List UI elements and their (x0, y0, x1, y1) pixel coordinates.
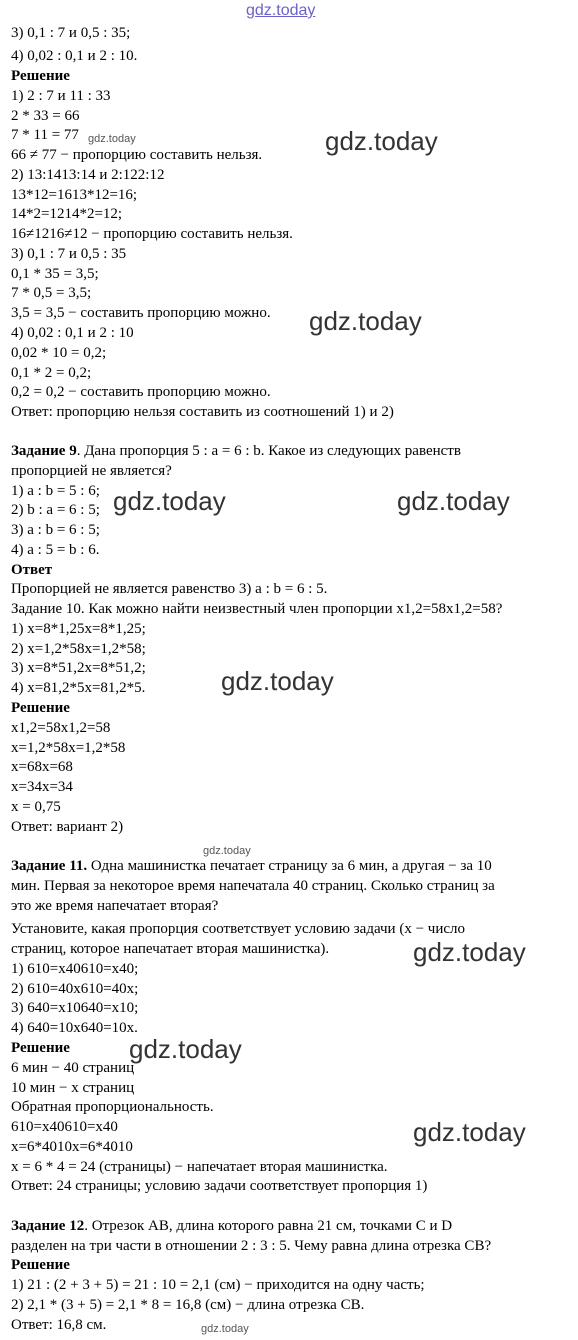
text-line: 3) 640=x10640=x10; (11, 1000, 139, 1016)
text-line: 4) x=81,2*5x=81,2*5. (11, 680, 146, 696)
section-heading: Решение (11, 1040, 70, 1056)
text-line: x=6*4010x=6*4010 (11, 1139, 133, 1155)
text-line: 7 * 11 = 77 (11, 127, 79, 143)
watermark: gdz.today (413, 1117, 526, 1147)
task-11-statement: Задание 11. Одна машинистка печатает страницу за 6 мин, а другая − за 10 (11, 858, 492, 874)
text-line: Ответ: вариант 2) (11, 819, 124, 835)
text-line: 1) 610=x40610=x40; (11, 961, 139, 977)
section-heading: Решение (11, 700, 70, 716)
watermark-top: gdz.today (246, 2, 316, 19)
section-heading: Решение (11, 1257, 70, 1273)
text-line: 2) b : a = 6 : 5; (11, 502, 100, 518)
text-line: x = 6 * 4 = 24 (страницы) − напечатает вторая машинистка. (11, 1159, 388, 1175)
text-line: x=68x=68 (11, 759, 73, 775)
text-line: 0,2 = 0,2 − составить пропорцию можно. (11, 384, 271, 400)
text-line: 3) a : b = 6 : 5; (11, 522, 100, 538)
text-line: 66 ≠ 77 − пропорцию составить нельзя. (11, 147, 263, 163)
text-line: 2) 13:1413:14 и 2:122:12 (11, 167, 165, 183)
watermark: gdz.today (129, 1034, 242, 1064)
text-line: 7 * 0,5 = 3,5; (11, 285, 92, 301)
watermark: gdz.today (309, 306, 422, 336)
watermark-small: gdz.today (201, 1323, 249, 1335)
text-line: Пропорцией не является равенство 3) a : b = 6 : 5. (11, 581, 328, 597)
text-line: 2) 610=40x610=40x; (11, 981, 139, 997)
text-line: 4) 0,02 : 0,1 и 2 : 10 (11, 325, 134, 341)
text-line: 610=x40610=x40 (11, 1119, 118, 1135)
text-line: 2 * 33 = 66 (11, 108, 80, 124)
text-line: Обратная пропорциональность. (11, 1099, 214, 1115)
text-line: мин. Первая за некоторое время напечатала 40 страниц. Сколько страниц за (11, 878, 495, 894)
text-line: 16≠1216≠12 − пропорцию составить нельзя. (11, 226, 293, 242)
text-line: 4) 0,02 : 0,1 и 2 : 10. (11, 48, 138, 64)
text-line: x = 0,75 (11, 799, 61, 815)
section-heading: Ответ (11, 562, 53, 578)
text-line: 6 мин − 40 страниц (11, 1060, 135, 1076)
text-line: разделен на три части в отношении 2 : 3 : 5. Чему равна длина отрезка CB? (11, 1238, 492, 1254)
text-line: 13*12=1613*12=16; (11, 187, 138, 203)
task-9-title: Задание 9 (11, 443, 77, 459)
text-line: пропорцией не является? (11, 463, 172, 479)
watermark-small: gdz.today (88, 133, 136, 145)
text-line: 4) 640=10x640=10x. (11, 1020, 138, 1036)
text-line: 0,02 * 10 = 0,2; (11, 345, 107, 361)
task-9-statement: Задание 9. Дана пропорция 5 : a = 6 : b. Какое из следующих равенств (11, 443, 461, 459)
text-line: 3,5 = 3,5 − составить пропорцию можно. (11, 305, 271, 321)
task-12-statement: Задание 12. Отрезок AB, длина которого равна 21 см, точками C и D (11, 1218, 453, 1234)
text-line: Ответ: 16,8 см. (11, 1317, 107, 1333)
text-line: Установите, какая пропорция соответствует условию задачи (x − число (11, 921, 465, 937)
watermark: gdz.today (221, 666, 334, 696)
text-line: 1) 2 : 7 и 11 : 33 (11, 88, 111, 104)
watermark: gdz.today (113, 486, 226, 516)
text-line: 2) x=1,2*58x=1,2*58; (11, 641, 146, 657)
text-line: это же время напечатает вторая? (11, 898, 219, 914)
text-line: 1) x=8*1,25x=8*1,25; (11, 621, 146, 637)
section-heading: Решение (11, 68, 70, 84)
text-line: Ответ: пропорцию нельзя составить из соотношений 1) и 2) (11, 404, 394, 420)
task-10-statement: Задание 10. Как можно найти неизвестный член пропорции x1,2=58x1,2=58? (11, 601, 503, 617)
watermark: gdz.today (413, 937, 526, 967)
text-line: 3) x=8*51,2x=8*51,2; (11, 660, 146, 676)
task-11-title: Задание 11. (11, 858, 88, 874)
text-line: 0,1 * 2 = 0,2; (11, 365, 92, 381)
text-line: x1,2=58x1,2=58 (11, 720, 111, 736)
text-line: 3) 0,1 : 7 и 0,5 : 35; (11, 25, 131, 41)
text-line: страниц, которое напечатает вторая машинистка). (11, 941, 330, 957)
text-line: 3) 0,1 : 7 и 0,5 : 35 (11, 246, 127, 262)
text-line: 0,1 * 35 = 3,5; (11, 266, 99, 282)
watermark-small: gdz.today (203, 845, 251, 857)
text-line: 4) a : 5 = b : 6. (11, 542, 100, 558)
text-line: x=34x=34 (11, 779, 73, 795)
text-line: 2) 2,1 * (3 + 5) = 2,1 * 8 = 16,8 (см) − длина отрезка CB. (11, 1297, 365, 1313)
text-line: 14*2=1214*2=12; (11, 206, 123, 222)
text-line: 10 мин − x страниц (11, 1080, 135, 1096)
text-line: Ответ: 24 страницы; условию задачи соответствует пропорция 1) (11, 1178, 428, 1194)
text-line: x=1,2*58x=1,2*58 (11, 740, 126, 756)
task-12-title: Задание 12 (11, 1218, 85, 1234)
watermark: gdz.today (397, 486, 510, 516)
watermark: gdz.today (325, 126, 438, 156)
text-line: 1) a : b = 5 : 6; (11, 483, 100, 499)
text-line: 1) 21 : (2 + 3 + 5) = 21 : 10 = 2,1 (см) − приходится на одну часть; (11, 1277, 425, 1293)
